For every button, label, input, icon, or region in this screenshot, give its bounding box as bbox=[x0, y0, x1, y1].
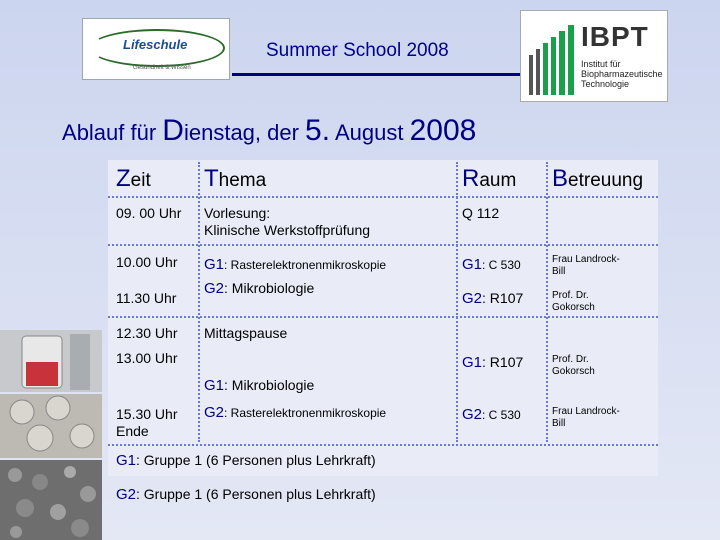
row4-zeit: 12.30 Uhr bbox=[116, 325, 178, 341]
row1-thema: Vorlesung: Klinische Werkstoffprüfung bbox=[204, 205, 371, 238]
grid-line bbox=[108, 444, 658, 446]
row6-thema: G2: Rasterelektronenmikroskopie bbox=[204, 404, 387, 421]
grid-line bbox=[108, 244, 658, 246]
row3-raum: G2: R107 bbox=[462, 290, 524, 307]
logo-brand: Lifeschule bbox=[123, 37, 188, 52]
footer-note-g2: G2: Gruppe 1 (6 Personen plus Lehrkraft) bbox=[116, 486, 376, 503]
column-header-thema: Thema bbox=[204, 165, 267, 192]
row5-thema: G1: Mikrobiologie bbox=[204, 377, 315, 394]
row6-raum: G2: C 530 bbox=[462, 406, 521, 423]
grid-line bbox=[198, 162, 200, 442]
page-header-title: Summer School 2008 bbox=[266, 40, 449, 61]
row3-zeit: 11.30 Uhr bbox=[116, 290, 177, 306]
grid-line bbox=[108, 316, 658, 318]
row2-betreuung: Frau Landrock- Bill bbox=[552, 254, 620, 277]
grid-line bbox=[108, 196, 658, 198]
row2-raum: G1: C 530 bbox=[462, 256, 521, 273]
row2-thema: G1: Rasterelektronenmikroskopie bbox=[204, 256, 387, 273]
row4-thema: Mittagspause bbox=[204, 325, 288, 341]
row5-zeit: 13.00 Uhr bbox=[116, 350, 178, 366]
header-divider bbox=[232, 73, 522, 76]
footer-note-g1: G1: Gruppe 1 (6 Personen plus Lehrkraft) bbox=[116, 452, 376, 469]
row2-zeit: 10.00 Uhr bbox=[116, 254, 178, 270]
column-header-zeit: Zeit bbox=[116, 165, 151, 192]
ibpt-subtitle: Institut für Biopharmazeutische Technologie bbox=[581, 59, 663, 89]
row1-zeit: 09. 00 Uhr bbox=[116, 205, 182, 221]
row5-betreuung: Prof. Dr. Gokorsch bbox=[552, 354, 595, 377]
page-title: Ablauf für Dienstag, der 5. August 2008 bbox=[62, 114, 477, 147]
row3-betreuung: Prof. Dr. Gokorsch bbox=[552, 290, 595, 313]
ibpt-wordmark: IBPT bbox=[581, 21, 649, 52]
row3-thema: G2: Mikrobiologie bbox=[204, 280, 315, 297]
lab-flask-photo bbox=[0, 330, 102, 392]
column-header-raum: Raum bbox=[462, 165, 517, 192]
grid-line bbox=[456, 162, 458, 442]
microscope-texture-photo bbox=[0, 460, 102, 540]
row5-raum: G1: R107 bbox=[462, 354, 524, 371]
logo-slogan: Gesundheit & Wissen bbox=[133, 65, 191, 71]
lifeschule-logo bbox=[82, 18, 230, 80]
grid-line bbox=[546, 162, 548, 442]
row6-betreuung: Frau Landrock- Bill bbox=[552, 406, 620, 429]
ibpt-bars-icon bbox=[529, 25, 579, 95]
ibpt-logo bbox=[520, 10, 668, 102]
petri-dish-photo bbox=[0, 394, 102, 458]
column-header-betreuung: Betreuung bbox=[552, 165, 644, 192]
row6-zeit: 15.30 Uhr Ende bbox=[116, 406, 178, 439]
row1-raum: Q 112 bbox=[462, 205, 500, 221]
